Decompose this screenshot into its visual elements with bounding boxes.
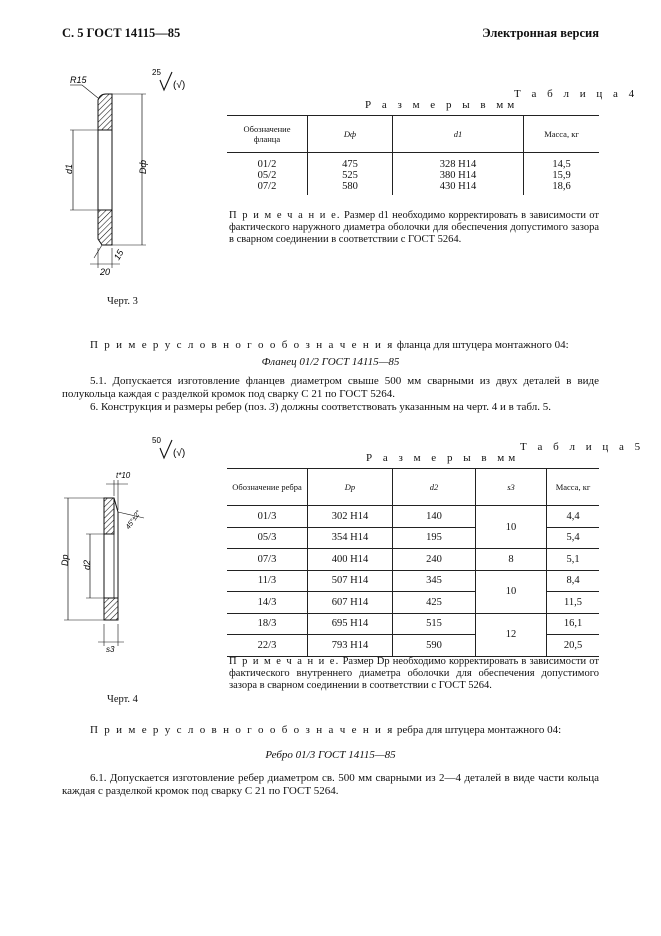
t4-col-designation: Обозначение фланца [227, 116, 308, 153]
paragraph-6-1: 6.1. Допускается изготовление ребер диаметром св. 500 мм сварными из 2—4 деталей в виде части кольца каждая с разделкой кромок под сварку С 21 по ГОСТ 5264. [62, 772, 599, 797]
t5-col-mass: Масса, кг [547, 469, 600, 506]
drawing-4-caption: Черт. 4 [107, 694, 138, 705]
table-cell: 07/2 [227, 181, 308, 195]
table5-subtitle: Р а з м е р ы в мм [366, 452, 520, 464]
table-cell: 01/3 [227, 506, 308, 528]
table-cell: 5,4 [547, 527, 600, 549]
table-cell: 695 Н14 [308, 613, 393, 635]
s3-label: s3 [106, 645, 115, 654]
note-label: П р и м е ч а н и е. [229, 210, 341, 221]
table-cell: 16,1 [547, 613, 600, 635]
chamfer-label: 45°±2° [124, 509, 143, 531]
page-header-left: С. 5 ГОСТ 14115—85 [62, 26, 181, 40]
rough-paren-4: (√) [173, 448, 186, 459]
table-cell: 302 Н14 [308, 506, 393, 528]
table-cell: 328 Н14 [393, 153, 524, 170]
note-text: Размер Dр необходимо корректировать в зависимости от фактического внутреннего диаметра оболочки для обеспечения допустимого зазора в сварном соединении в соответствии с ГОСТ 5264. [229, 656, 600, 691]
table-cell: 22/3 [227, 635, 308, 657]
table-cell: 430 Н14 [393, 181, 524, 195]
table-cell: 380 Н14 [393, 170, 524, 181]
example1-rest: фланца для штуцера монтажного 04: [396, 339, 569, 351]
table-cell: 400 Н14 [308, 549, 393, 571]
table-cell: 590 [393, 635, 476, 657]
rough-paren: (√) [173, 80, 186, 91]
d2-label: d2 [82, 559, 92, 570]
t-label: t*10 [116, 471, 131, 480]
table-cell-s3: 8 [476, 549, 547, 571]
table5-label: Т а б л и ц а 5 [520, 441, 645, 453]
example1-line [90, 339, 610, 352]
drawing-3 [50, 68, 186, 283]
table-cell: 4,4 [547, 506, 600, 528]
p6-num: 3 [269, 401, 275, 413]
note-text: Размер d1 необходимо корректировать в зависимости от фактического наружного диаметра оболочки для обеспечения допустимого зазора в сварном соединении в соответствии с ГОСТ 5264. [229, 210, 599, 245]
example2-spaced: П р и м е р у с л о в н о г о о б о з н а ч е н и я [90, 724, 395, 736]
dim-20-label: 20 [100, 267, 111, 277]
angle-label: 15 [111, 248, 126, 262]
table-cell: 580 [308, 181, 393, 195]
t4-col-mass: Масса, кг [524, 116, 600, 153]
t5-col-designation: Обозначение ребра [227, 469, 308, 506]
p6-part-b: ) должны соответствовать указанным на черт. 4 и в табл. 5. [274, 401, 551, 413]
table-cell: 15,9 [552, 169, 571, 181]
table5-note [229, 656, 599, 692]
table4-subtitle: Р а з м е р ы в мм [365, 99, 519, 111]
table-cell: 18,6 [552, 180, 571, 192]
page-header-right: Электронная версия [482, 26, 599, 40]
table-cell: 525 [308, 170, 393, 181]
table-cell: 07/3 [227, 549, 308, 571]
table-cell: 140 [393, 506, 476, 528]
t4-col-dph: Dф [308, 116, 393, 153]
table-cell: 8,4 [547, 570, 600, 592]
table-4 [227, 115, 599, 195]
table4-note [229, 210, 599, 246]
table-cell-s3: 12 [476, 613, 547, 656]
t5-col-s3: s3 [476, 469, 547, 506]
table-cell: 240 [393, 549, 476, 571]
table-cell: 05/2 [227, 170, 308, 181]
table-cell: 507 Н14 [308, 570, 393, 592]
table-cell: 11,5 [547, 592, 600, 614]
example1-designation: Фланец 01/2 ГОСТ 14115—85 [261, 356, 400, 368]
table-cell: 5,1 [547, 549, 600, 571]
d1-label: d1 [64, 163, 74, 174]
example2-designation: Ребро 01/3 ГОСТ 14115—85 [265, 749, 396, 761]
table-cell: 345 [393, 570, 476, 592]
table-cell-s3: 10 [476, 570, 547, 613]
table-5 [227, 468, 599, 657]
table-cell: 14/3 [227, 592, 308, 614]
table-cell: 195 [393, 527, 476, 549]
example1-spaced: П р и м е р у с л о в н о г о о б о з н а ч е н и я [90, 339, 395, 351]
table-cell: 425 [393, 592, 476, 614]
table-cell: 515 [393, 613, 476, 635]
table-cell: 793 Н14 [308, 635, 393, 657]
table-cell: 354 Н14 [308, 527, 393, 549]
table-cell: 05/3 [227, 527, 308, 549]
paragraph-6 [62, 401, 599, 414]
table-cell: 607 Н14 [308, 592, 393, 614]
t5-col-dp: Dр [308, 469, 393, 506]
rough-value: 25 [152, 68, 161, 77]
drawing-3-caption: Черт. 3 [107, 296, 138, 307]
table-cell: 475 [308, 153, 393, 170]
table-cell: 01/2 [227, 153, 308, 170]
rough-value-4: 50 [152, 436, 161, 445]
table-cell: 20,5 [547, 635, 600, 657]
table4-label: Т а б л и ц а 4 [514, 88, 639, 100]
example2-rest: ребра для штуцера монтажного 04: [396, 724, 562, 736]
dph-label: Dф [138, 159, 148, 174]
r15-label: R15 [70, 75, 87, 85]
example2-line [90, 724, 610, 737]
table-cell: 18/3 [227, 613, 308, 635]
t4-col-d1: d1 [393, 116, 524, 153]
note-label: П р и м е ч а н и е. [229, 656, 340, 667]
t5-col-d2: d2 [393, 469, 476, 506]
drawing-4 [54, 438, 194, 660]
p6-part-a: 6. Конструкция и размеры ребер (поз. [90, 401, 270, 413]
paragraph-5-1: 5.1. Допускается изготовление фланцев диаметром свыше 500 мм сварными из двух деталей в виде полукольца каждая с разделкой кромок под сварку С 21 по ГОСТ 5264. [62, 375, 599, 400]
dp-label: Dр [60, 554, 70, 566]
table-cell: 14,5 [552, 158, 571, 170]
table-cell: 11/3 [227, 570, 308, 592]
table-cell-s3: 10 [476, 506, 547, 549]
